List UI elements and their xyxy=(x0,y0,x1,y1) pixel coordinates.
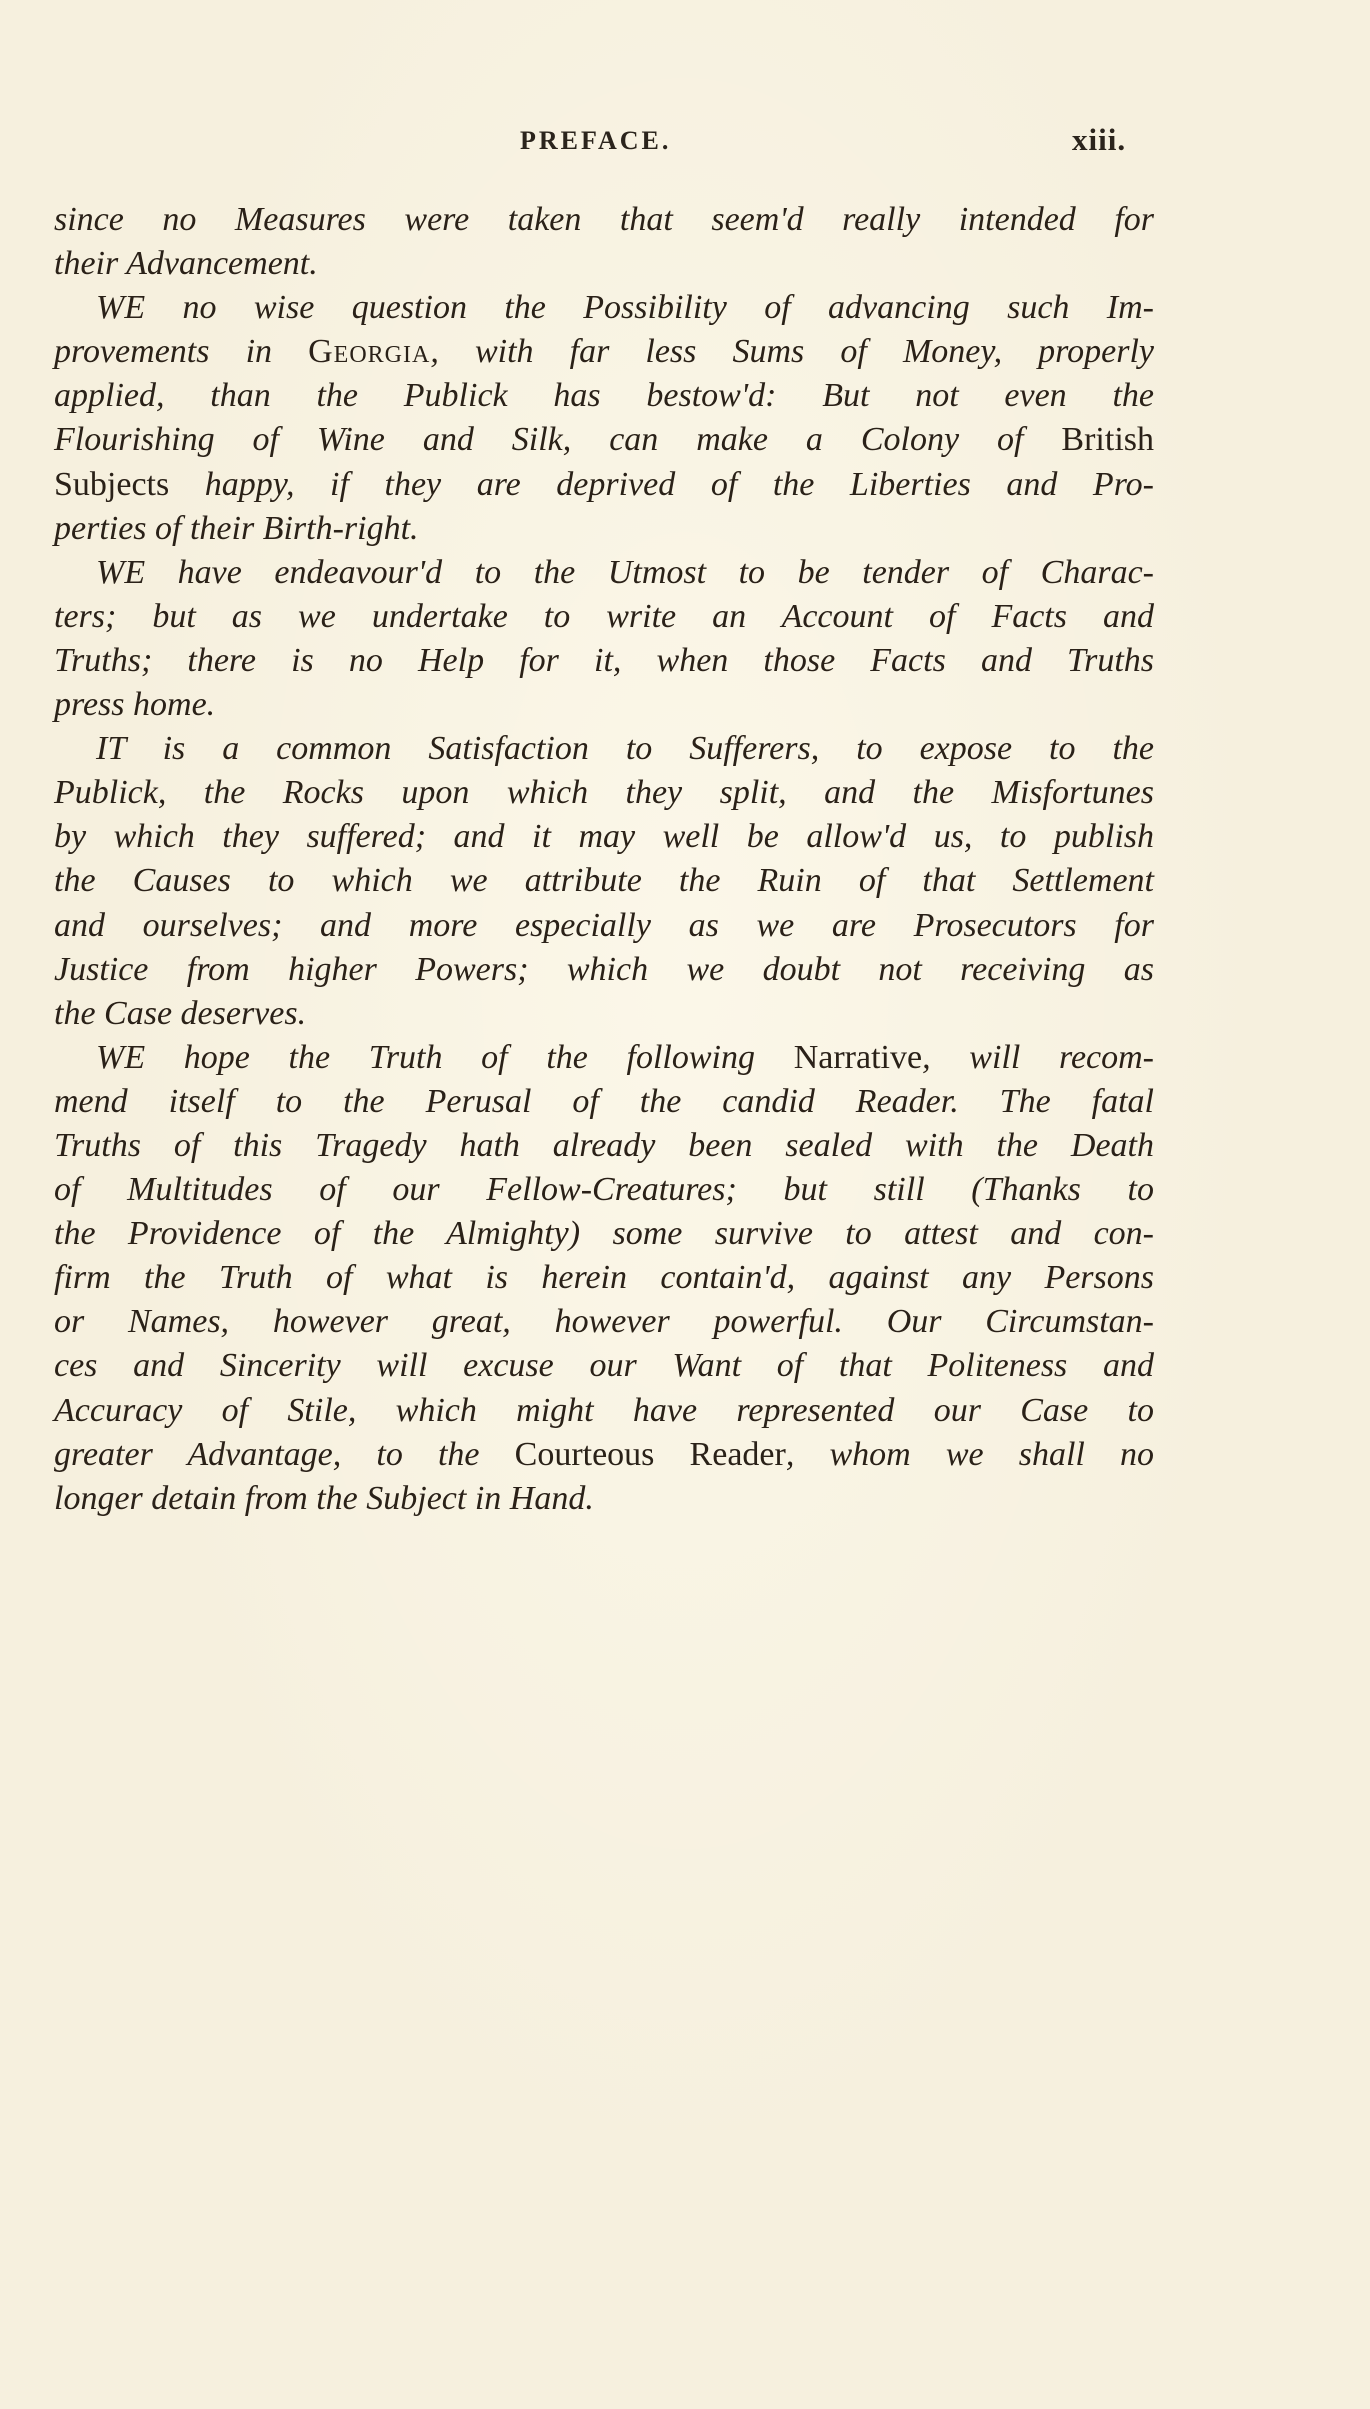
text-run: Subjects xyxy=(54,465,170,503)
text-run: or Names, however great, however powerful. Our Circumstan- xyxy=(54,1303,1154,1341)
text-run: by which they suffered; and it may well be allow'd us, to publish xyxy=(54,818,1154,856)
text-line xyxy=(54,727,1154,771)
text-line xyxy=(54,1389,1154,1433)
text-line xyxy=(54,639,1154,683)
text-run: WE hope the Truth of the following xyxy=(96,1038,794,1076)
preface-body-text xyxy=(54,198,1154,1521)
text-line xyxy=(54,904,1154,948)
text-line xyxy=(54,1344,1154,1388)
text-line xyxy=(54,463,1154,507)
text-run: Flourishing of Wine and Silk, can make a Colony of xyxy=(54,421,1062,459)
text-run: Accuracy of Stile, which might have represented our Case to xyxy=(54,1391,1154,1429)
text-run: the Causes to which we attribute the Ruin of that Settlement xyxy=(54,862,1154,900)
text-line xyxy=(54,948,1154,992)
text-run: the Case deserves. xyxy=(54,994,307,1032)
text-line xyxy=(54,1036,1154,1080)
page-number: xiii. xyxy=(1072,122,1127,157)
text-run: greater Advantage, to the xyxy=(54,1435,515,1473)
text-run: IT is a common Satisfaction to Sufferers, to expose to the xyxy=(96,730,1154,768)
running-head xyxy=(0,122,1370,166)
text-run: Publick, the Rocks upon which they split, and the Misfortunes xyxy=(54,774,1154,812)
text-run: , will recom- xyxy=(922,1038,1154,1076)
text-run: ters; but as we undertake to write an Account of Facts and xyxy=(54,597,1154,635)
text-run: firm the Truth of what is herein contain'd, against any Persons xyxy=(54,1259,1154,1297)
text-line xyxy=(54,1477,1154,1521)
text-run: ces and Sincerity will excuse our Want of that Politeness and xyxy=(54,1347,1154,1385)
text-run: , with far less Sums of Money, properly xyxy=(430,333,1154,371)
text-line xyxy=(54,286,1154,330)
text-line xyxy=(54,1168,1154,1212)
text-line xyxy=(54,242,1154,286)
text-line xyxy=(54,1433,1154,1477)
text-line xyxy=(54,1300,1154,1344)
text-run: the Providence of the Almighty) some survive to attest and con- xyxy=(54,1215,1154,1253)
text-run: WE have endeavour'd to the Utmost to be tender of Charac- xyxy=(96,553,1154,591)
text-run: Courteous Reader xyxy=(514,1435,786,1473)
text-run: their Advancement. xyxy=(54,245,318,283)
text-line xyxy=(54,815,1154,859)
text-run: longer detain from the Subject in Hand. xyxy=(54,1479,594,1517)
running-title: PREFACE. xyxy=(520,126,672,155)
text-line xyxy=(54,330,1154,374)
text-line xyxy=(54,374,1154,418)
text-line xyxy=(54,1124,1154,1168)
text-run: Narrative xyxy=(793,1038,923,1076)
text-run: Truths; there is no Help for it, when those Facts and Truths xyxy=(54,641,1154,679)
text-run: , whom we shall no xyxy=(785,1435,1154,1473)
text-run: British xyxy=(1061,421,1154,459)
text-run: of Multitudes of our Fellow-Creatures; but still (Thanks to xyxy=(54,1171,1154,1209)
text-line xyxy=(54,1256,1154,1300)
text-run: applied, than the Publick has bestow'd: But not even the xyxy=(54,377,1154,415)
text-line xyxy=(54,1080,1154,1124)
text-run: Justice from higher Powers; which we doubt not receiving as xyxy=(54,950,1154,988)
text-run: Truths of this Tragedy hath already been sealed with the Death xyxy=(54,1126,1154,1164)
text-run: press home. xyxy=(54,686,216,724)
text-line xyxy=(54,198,1154,242)
text-line xyxy=(54,771,1154,815)
text-line xyxy=(54,595,1154,639)
text-line xyxy=(54,418,1154,462)
text-line xyxy=(54,992,1154,1036)
text-run: and ourselves; and more especially as we are Prosecutors for xyxy=(54,906,1154,944)
text-line xyxy=(54,507,1154,551)
text-run: Georgia xyxy=(308,333,431,371)
text-line xyxy=(54,683,1154,727)
text-run: perties of their Birth-right. xyxy=(54,509,419,547)
text-run: WE no wise question the Possibility of advancing such Im- xyxy=(96,289,1154,327)
text-line xyxy=(54,1212,1154,1256)
text-line xyxy=(54,859,1154,903)
text-line xyxy=(54,551,1154,595)
text-run: mend itself to the Perusal of the candid Reader. The fatal xyxy=(54,1082,1154,1120)
text-run: since no Measures were taken that seem'd really intended for xyxy=(54,201,1154,238)
text-run: provements in xyxy=(54,333,309,371)
text-run: happy, if they are deprived of the Liberties and Pro- xyxy=(169,465,1154,503)
